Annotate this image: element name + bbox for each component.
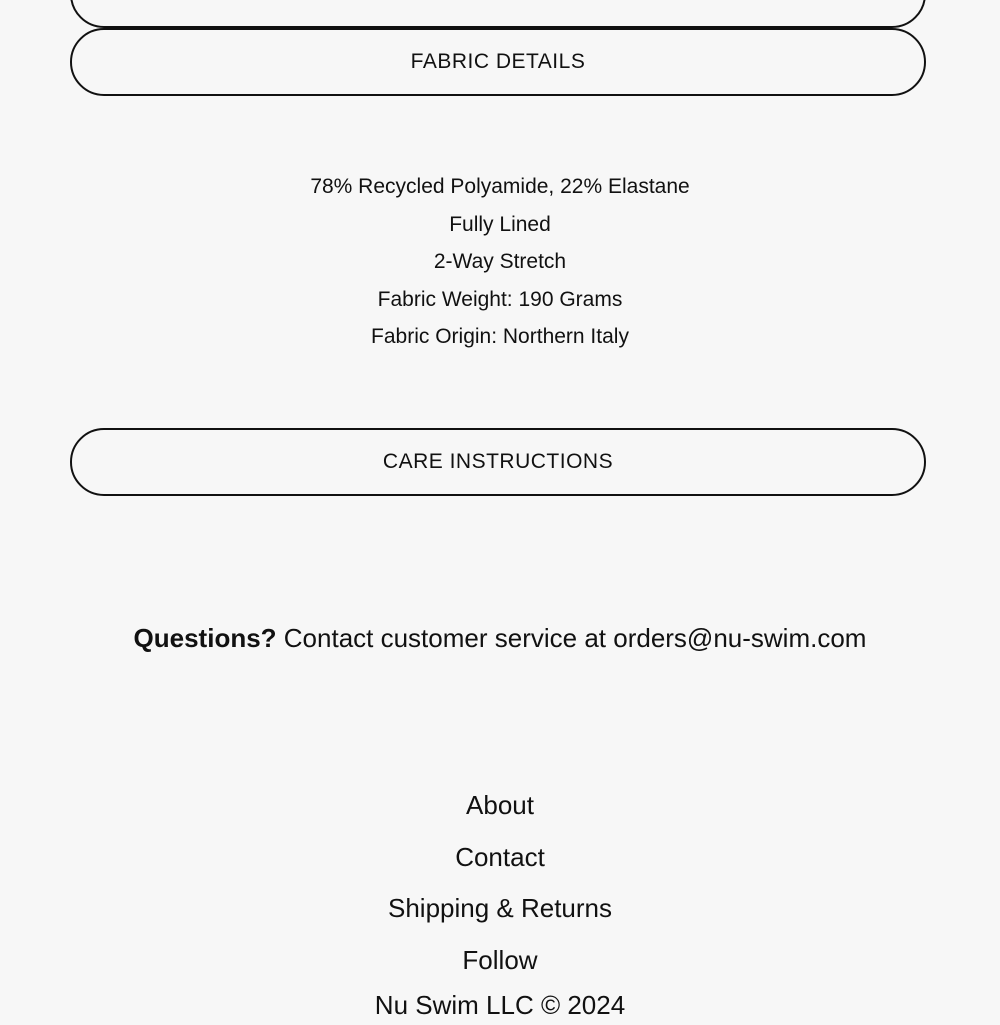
footer-item-shipping	[0, 883, 1000, 935]
fabric-details-list	[0, 168, 1000, 356]
customer-service-note	[0, 618, 1000, 658]
copyright-text: Nu Swim LLC © 2024	[374, 990, 626, 1020]
fabric-detail-item: 78% Recycled Polyamide, 22% Elastane	[310, 175, 690, 198]
fabric-details-label: FABRIC DETAILS	[410, 50, 586, 73]
footer-nav	[0, 780, 1000, 986]
footer-link-about[interactable]: About	[466, 790, 534, 820]
fabric-detail-item: Fabric Origin: Northern Italy	[371, 325, 629, 348]
contact-text: Contact customer service at	[276, 623, 614, 653]
fabric-detail-item: Fabric Weight: 190 Grams	[377, 287, 623, 311]
footer-item-contact	[0, 832, 1000, 884]
care-instructions-label: CARE INSTRUCTIONS	[382, 450, 614, 473]
footer-link-follow[interactable]: Follow	[462, 944, 538, 975]
footer-item-follow	[0, 935, 1000, 987]
fabric-detail-item: Fully Lined	[449, 212, 551, 236]
questions-heading: Questions?	[133, 623, 277, 653]
care-instructions-button[interactable]	[70, 428, 926, 496]
fabric-detail-item: 2-Way Stretch	[433, 250, 567, 273]
contact-email-link[interactable]: orders@nu-swim.com	[613, 623, 867, 653]
footer-link-shipping-returns[interactable]: Shipping & Returns	[387, 893, 613, 923]
previous-accordion-button[interactable]	[70, 0, 926, 28]
footer-link-contact[interactable]: Contact	[455, 841, 545, 872]
fabric-details-button[interactable]	[70, 28, 926, 96]
footer-item-about	[0, 780, 1000, 832]
